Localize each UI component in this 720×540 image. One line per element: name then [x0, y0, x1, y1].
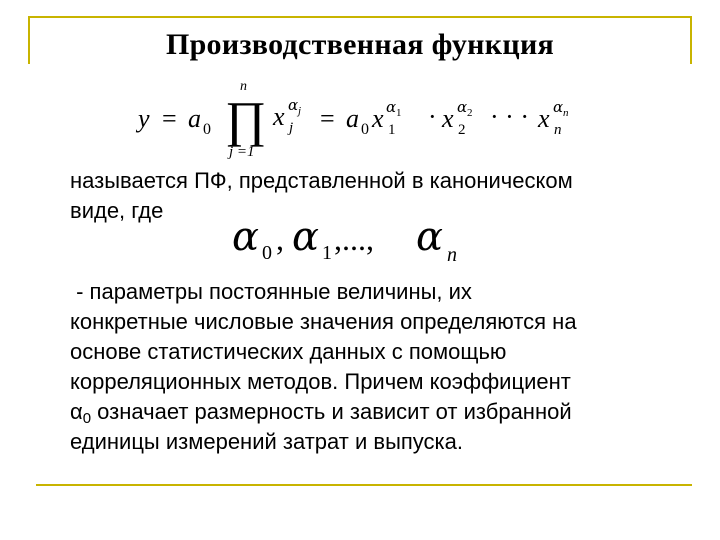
formula-x2-alpha: α	[457, 98, 468, 116]
parameters-line-5-text: означает размерность и зависит от избранной	[91, 399, 572, 424]
formula-eq-2: =	[320, 104, 335, 133]
paragraph-parameters	[70, 277, 690, 457]
parameters-formula	[0, 205, 720, 265]
parameters-line-1: - параметры постоянные величины, их	[70, 279, 472, 304]
slide-title: Производственная функция	[165, 28, 555, 61]
formula-dots: · · ·	[490, 102, 529, 131]
frame-bottom-line	[36, 484, 692, 486]
param-sub-0: 0	[262, 242, 272, 264]
parameters-line-5	[70, 397, 690, 427]
formula-xn-sub: n	[554, 122, 562, 138]
formula-xn: x	[538, 104, 550, 133]
formula-x2-sub: 2	[458, 122, 466, 138]
formula-eq: =	[162, 104, 177, 133]
formula-x2-alpha-sub: 2	[467, 107, 473, 119]
formula-a: a	[188, 104, 201, 133]
parameters-line-2: конкретные числовые значения определяются на	[70, 309, 577, 334]
definition-line-2: виде, где	[70, 198, 164, 223]
param-sub-1: 1	[322, 242, 332, 264]
frame-top-line	[28, 16, 692, 18]
formula-a-sub: 0	[203, 121, 211, 138]
formula-xj: x	[273, 102, 285, 131]
prod-upper-limit: n	[240, 79, 247, 94]
param-comma: ,	[276, 221, 284, 257]
param-alpha-1: α	[292, 214, 320, 260]
formula-x1-sub: 1	[388, 122, 396, 138]
product-symbol: ∏	[225, 91, 267, 147]
param-sub-n: n	[447, 244, 457, 266]
formula-xn-alpha: α	[553, 98, 564, 116]
alpha-zero-symbol: α	[70, 399, 83, 424]
parameters-line-4: корреляционных методов. Причем коэффициент	[70, 369, 571, 394]
production-function-formula	[0, 70, 720, 170]
formula-dot: ·	[428, 102, 437, 131]
parameters-line-6: единицы измерений затрат и выпуска.	[70, 429, 464, 454]
alpha-zero-sub: 0	[82, 410, 92, 427]
formula-y: y	[138, 104, 150, 133]
formula-x1-alpha: α	[386, 98, 397, 116]
formula-xj-alpha: α	[288, 96, 299, 114]
formula-x2: x	[442, 104, 454, 133]
param-alpha-n: α	[416, 214, 444, 260]
prod-lower-limit: j =1	[229, 144, 255, 160]
formula-a0: a	[346, 104, 359, 133]
param-ellipsis: ,...,	[334, 221, 374, 257]
formula-xj-alpha-sub: j	[298, 105, 302, 117]
parameters-line-3: основе статистических данных с помощью	[70, 339, 507, 364]
param-alpha-0: α	[232, 214, 260, 260]
formula-x1-alpha-sub: 1	[396, 107, 402, 119]
formula-xj-sub: j	[289, 120, 294, 136]
formula-x1: x	[372, 104, 384, 133]
formula-xn-alpha-sub: n	[563, 107, 569, 119]
definition-line-1: называется ПФ, представленной в каноническом	[70, 168, 573, 193]
formula-a0-sub: 0	[361, 121, 369, 138]
